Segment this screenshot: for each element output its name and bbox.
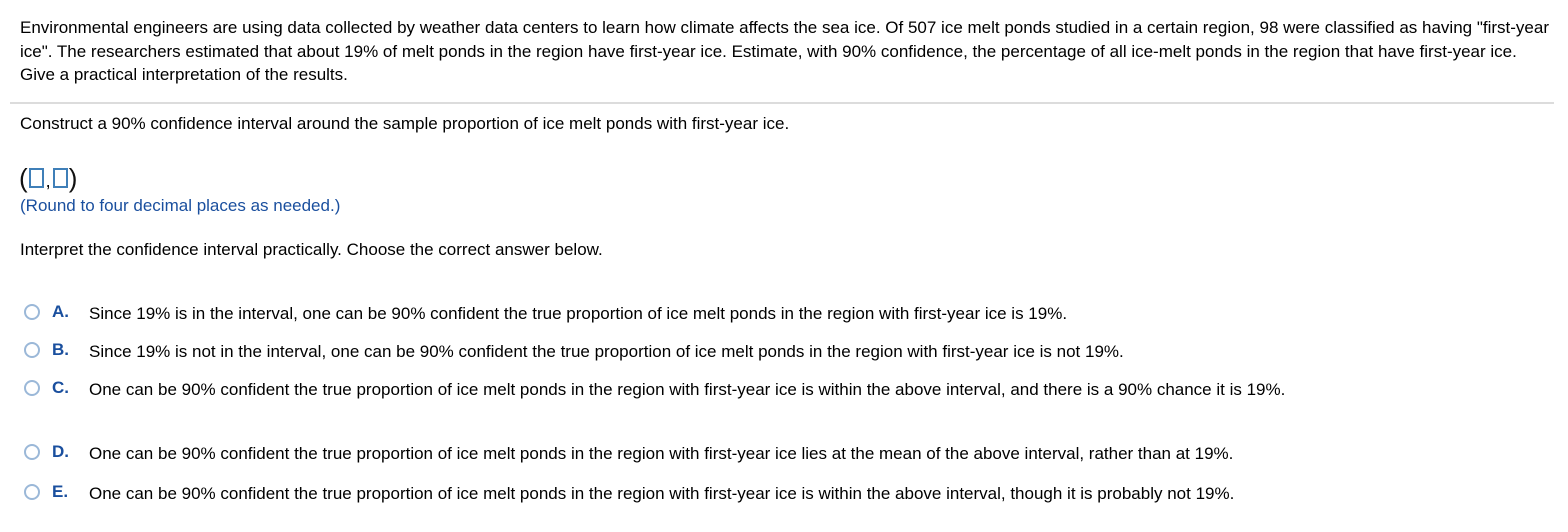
option-c[interactable]	[24, 378, 1509, 401]
question-construct-interval: Construct a 90% confidence interval around the sample proportion of ice melt ponds with first-year ice.	[20, 114, 790, 133]
interval-answer	[19, 165, 77, 191]
option-letter: D.	[52, 442, 69, 461]
option-d[interactable]	[24, 442, 1509, 465]
option-a[interactable]	[24, 302, 1509, 325]
option-text: One can be 90% confident the true proportion of ice melt ponds in the region with first-year ice is within the above interval, and there is a 90% chance it is 19%.	[89, 380, 1286, 399]
option-letter: B.	[52, 340, 69, 359]
radio-icon[interactable]	[24, 304, 40, 320]
upper-bound-input[interactable]	[53, 168, 68, 188]
option-letter: A.	[52, 302, 69, 321]
option-text: One can be 90% confident the true proportion of ice melt ponds in the region with first-year ice is within the above interval, though it is probably not 19%.	[89, 484, 1235, 503]
option-text: Since 19% is not in the interval, one can be 90% confident the true proportion of ice melt ponds in the region with first-year ice is not 19%.	[89, 342, 1124, 361]
option-e[interactable]	[24, 482, 1509, 505]
option-letter: C.	[52, 378, 69, 397]
option-text: One can be 90% confident the true proportion of ice melt ponds in the region with first-year ice lies at the mean of the above interval, rather than at 19%.	[89, 444, 1234, 463]
problem-statement: Environmental engineers are using data collected by weather data centers to learn how climate affects the sea ice. Of 507 ice melt ponds studied in a certain region, 98 were classified as having "first-year ice". The researchers estimated that about 19% of melt ponds in the region have first-year ice. Estimate, with 90% confidence, the percentage of all ice-melt ponds in the region that have first-year ice. Give a practical interpretation of the results.	[20, 18, 1549, 84]
question-interpret-interval: Interpret the confidence interval practically. Choose the correct answer below.	[20, 240, 603, 259]
option-letter: E.	[52, 482, 69, 501]
option-b[interactable]	[24, 340, 1509, 363]
rounding-note: (Round to four decimal places as needed.)	[20, 196, 341, 215]
lower-bound-input[interactable]	[29, 168, 44, 188]
radio-icon[interactable]	[24, 342, 40, 358]
option-text: Since 19% is in the interval, one can be 90% confident the true proportion of ice melt ponds in the region with first-year ice is 19%.	[89, 304, 1068, 323]
open-paren: (	[19, 163, 28, 193]
radio-icon[interactable]	[24, 380, 40, 396]
section-divider	[10, 102, 1554, 104]
radio-icon[interactable]	[24, 484, 40, 500]
interval-comma: ,	[45, 171, 51, 191]
radio-icon[interactable]	[24, 444, 40, 460]
close-paren: )	[68, 163, 78, 193]
